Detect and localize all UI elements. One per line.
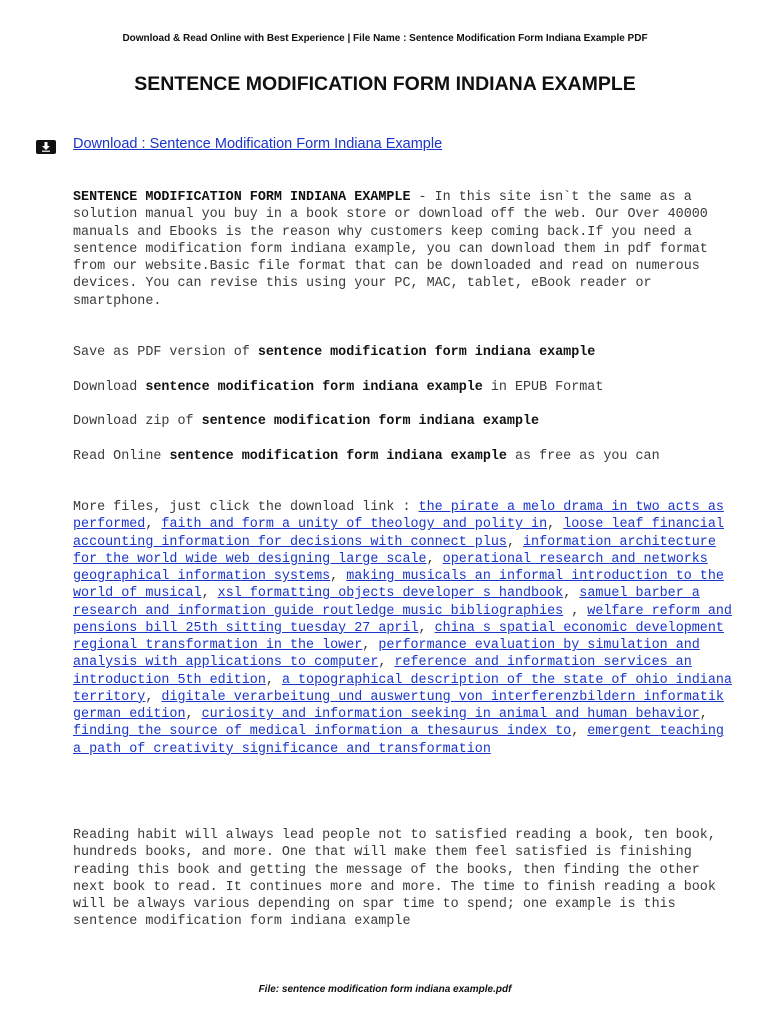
more-files-paragraph: More files, just click the download link : the pirate a melo drama in two acts as performed, faith and form a unity of theology and polity in, loose leaf financial accounting information for decisions with connect plus, information architecture for the world wide web designing large scale, operational research and networks geographical information systems, making musicals an informal introduction to the world of musical, xsl formatting objects developer s handbook, samuel barber a research and information guide routledge music bibliographies , welfare reform and pensions bill 25th sitting tuesday 27 april, china s spatial economic development regional transformation in the lower, performance evaluation by simulation and analysis with applications to computer, reference and information services an introduction 5th edition, a topographical description of the state of ohio indiana territory, digitale verarbeitung und auswertung von interferenzbildern informatik german edition, curiosity and information seeking in animal and human behavior, finding the source of medical information a thesaurus index to, emergent teaching a path of creativity significance and transformation bbox=[73, 500, 732, 757]
download-link[interactable]: Download : Sentence Modification Form Indiana Example bbox=[73, 136, 443, 152]
closing-paragraph: Reading habit will always lead people not to satisfied reading a book, ten book, hundreds books, and more. One that will make them feel satisfied is finishing reading this book and getting the message of the books, then finding the other next book to read. It continues more and more. The time to finish reading a book will be always various depending on spar time to spend; one example is this sentence modification form indiana example bbox=[73, 828, 716, 930]
file-link[interactable]: samuel barber a research and information guide routledge music bibliographies bbox=[73, 586, 700, 619]
intro-bold-title: SENTENCE MODIFICATION FORM INDIANA EXAMPLE bbox=[73, 190, 411, 205]
option-prefix: Download bbox=[73, 380, 146, 395]
file-link[interactable]: xsl formatting objects developer s handbook bbox=[217, 586, 564, 602]
file-link[interactable]: faith and form a unity of theology and polity in bbox=[161, 517, 548, 533]
download-icon[interactable] bbox=[36, 140, 56, 154]
option-title: sentence modification form indiana example bbox=[145, 380, 483, 395]
file-link[interactable]: digitale verarbeitung und auswertung von interferenzbildern informatik german edition bbox=[73, 689, 724, 722]
file-link[interactable]: information architecture for the world wide web designing large scale bbox=[73, 534, 716, 567]
page-title: SENTENCE MODIFICATION FORM INDIANA EXAMPLE bbox=[134, 73, 636, 95]
more-files-lead: More files, just click the download link : bbox=[73, 500, 419, 515]
page-footer: File: sentence modification form indiana example.pdf bbox=[258, 984, 512, 995]
file-link[interactable]: the pirate a melo drama in two acts as performed bbox=[73, 500, 724, 533]
file-link[interactable]: a topographical description of the state of ohio indiana territory bbox=[73, 672, 732, 705]
intro-paragraph bbox=[73, 189, 733, 310]
file-link[interactable]: making musicals an informal introduction to the world of musical bbox=[73, 569, 724, 602]
option-save-pdf bbox=[73, 344, 733, 361]
option-title: sentence modification form indiana example bbox=[201, 414, 540, 429]
file-link[interactable]: china s spatial economic development regional transformation in the lower bbox=[73, 620, 724, 653]
option-zip bbox=[73, 413, 733, 430]
option-epub bbox=[73, 379, 733, 396]
option-title: sentence modification form indiana example bbox=[257, 345, 596, 360]
file-link[interactable]: operational research and networks geographical information systems bbox=[73, 551, 708, 584]
option-suffix: in EPUB Format bbox=[482, 380, 604, 395]
file-link[interactable]: loose leaf financial accounting information for decisions with connect plus bbox=[73, 517, 724, 550]
file-link[interactable]: welfare reform and pensions bill 25th sitting tuesday 27 april bbox=[73, 603, 732, 636]
option-title: sentence modification form indiana example bbox=[169, 449, 507, 464]
option-read-online bbox=[73, 448, 733, 465]
option-prefix: Download zip of bbox=[73, 414, 202, 429]
file-link[interactable]: emergent teaching a path of creativity significance and transformation bbox=[73, 724, 724, 757]
file-link[interactable]: finding the source of medical information a thesaurus index to bbox=[73, 724, 572, 740]
file-link[interactable]: performance evaluation by simulation and analysis with applications to computer bbox=[73, 638, 700, 671]
file-link[interactable]: curiosity and information seeking in animal and human behavior bbox=[201, 707, 700, 722]
option-suffix: as free as you can bbox=[506, 449, 660, 464]
option-prefix: Save as PDF version of bbox=[73, 345, 258, 360]
option-prefix: Read Online bbox=[73, 449, 170, 464]
intro-text: - In this site isn`t the same as a solution manual you buy in a book store or download off the web. Our Over 40000 manuals and Ebooks is the reason why customers keep coming back.If you need a sentence modification form indiana example, you can download them in pdf format from our website.Basic file format that can be downloaded and read on numerous devices. You can revise this using your PC, MAC, tablet, eBook reader or smartphone. bbox=[73, 190, 708, 309]
page-header: Download & Read Online with Best Experience | File Name : Sentence Modification Form Indiana Example PDF bbox=[122, 33, 648, 44]
file-link[interactable]: reference and information services an introduction 5th edition bbox=[73, 655, 692, 688]
